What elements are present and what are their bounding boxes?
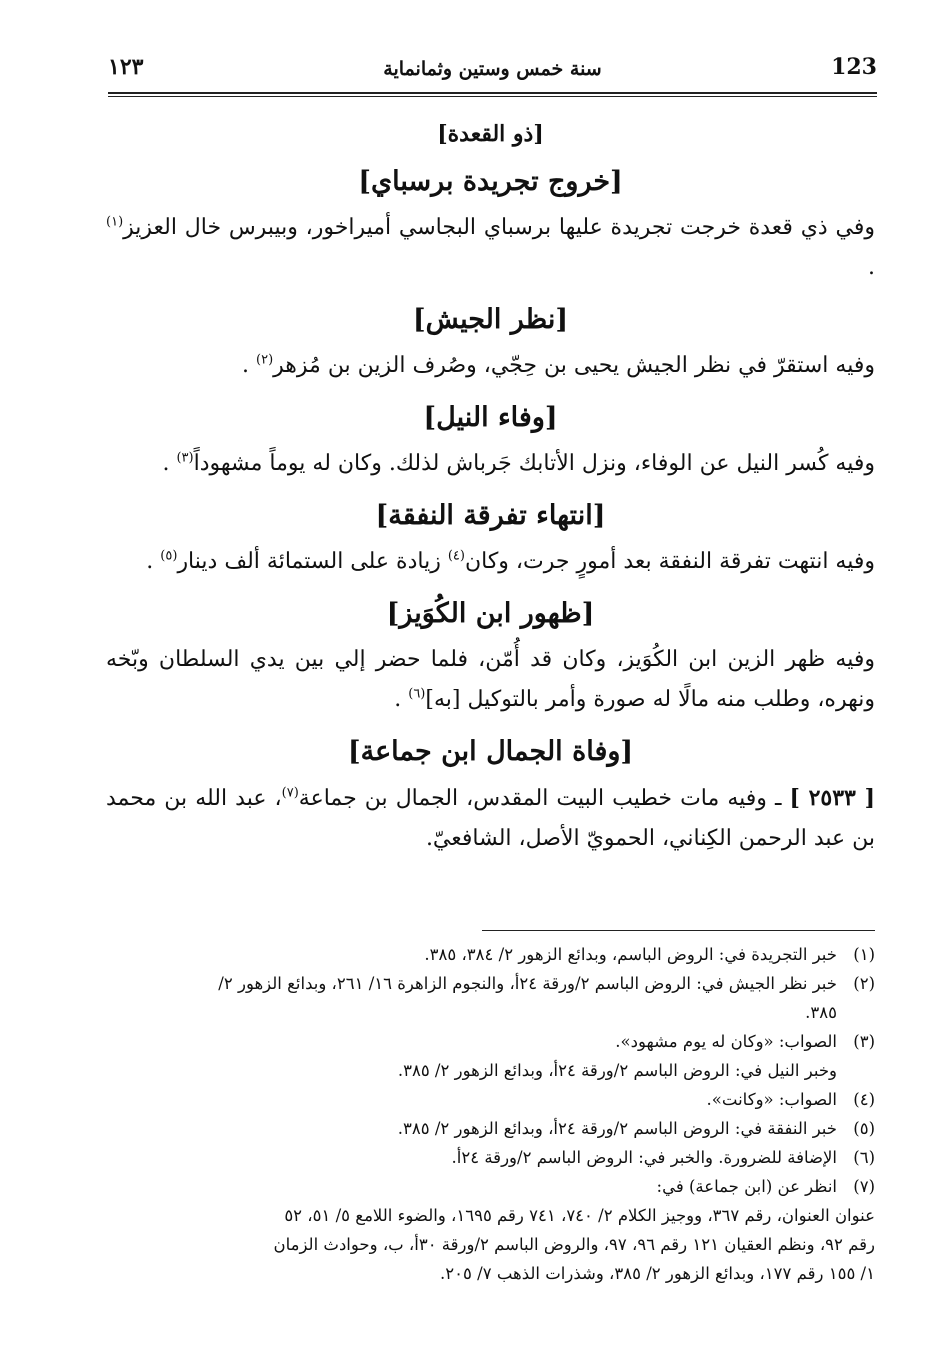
footnote [106, 1114, 875, 1143]
paragraph-text: وفي ذي قعدة خرجت تجريدة عليها برسباي البجاسي أميراخور، وبيبرس خال العزيز [123, 215, 875, 240]
paragraph [106, 208, 875, 288]
footnote-text [106, 940, 837, 969]
footnotes [106, 940, 875, 1288]
paragraph-text: وفيه ظهر الزين ابن الكُوَيز، وكان قد أُمّن، فلما حضر إلي بين يدي السلطان وبّخه ونهره، وطلب منه مالًا له صورة وأمر بالتوكيل [به] [106, 647, 875, 712]
header-rule [108, 92, 877, 94]
footnote-ref[interactable]: (١) [106, 214, 124, 230]
footnote-text [106, 1027, 837, 1085]
paragraph-text: وفيه انتهت تفرقة النفقة بعد أمورٍ جرت، وكان [464, 549, 875, 574]
section-heading: [انتهاء تفرقة النفقة] [375, 500, 606, 531]
running-head [108, 52, 877, 88]
paragraph-text: وفيه كُسر النيل عن الوفاء، ونزل الأتابك جَرباش لذلك. وكان له يوماً مشهوداً [193, 451, 875, 476]
paragraph [106, 444, 875, 484]
paragraph-end: . [242, 353, 250, 378]
footnote [106, 1027, 875, 1085]
footnote-line: عنوان العنوان، رقم ٣٦٧، ووجيز الكلام ٢/ ٧٤٠، ٧٤١ رقم ١٦٩٥، والضوء اللامع ٥/ ٥١، ٥٢ [284, 1206, 875, 1225]
section-heading: [خروج تجريدة برسباي] [358, 166, 623, 197]
footnote-number: (٢) [853, 974, 875, 993]
paragraph-end: . [394, 687, 402, 712]
header-rule-thin [108, 96, 877, 97]
running-title: سنة خمس وستين وثمانماية [383, 58, 602, 80]
section-heading: [ظهور ابن الكُوَيز] [386, 598, 595, 629]
page-number-arabic: ١٢٣ [108, 54, 144, 80]
footnote-line: خبر التجريدة في: الروض الباسم، وبدائع الزهور ٢/ ٣٨٤، ٣٨٥. [424, 945, 837, 964]
footnote-line: وخبر النيل في: الروض الباسم ٢/ورقة ٢٤أ، وبدائع الزهور ٢/ ٣٨٥. [397, 1061, 837, 1080]
footnote-line: ٣٨٥. [805, 1003, 837, 1022]
footnote-number: (٣) [853, 1032, 875, 1051]
month-heading: [ذو القعدة] [437, 121, 544, 147]
footnote-ref[interactable]: (٥) [160, 548, 178, 564]
footnote-continuation [106, 1201, 875, 1288]
section-heading: [نظر الجيش] [412, 304, 569, 335]
entry-number: [ ٢٥٣٣ ] [789, 785, 875, 811]
paragraph-end: . [868, 255, 875, 280]
paragraph-text: ، عبد الله بن محمد بن عبد الرحمن الكِناني، الحمويّ الأصل، الشافعيّ. [106, 786, 875, 851]
footnote-ref[interactable]: (٣) [176, 450, 194, 466]
footnote-text [106, 969, 837, 1027]
paragraph [106, 346, 875, 386]
section-heading: [وفاة الجمال ابن جماعة] [347, 736, 634, 767]
paragraph-text: ـ وفيه مات خطيب البيت المقدس، الجمال بن جماعة [298, 786, 790, 811]
footnote-line: خبر النفقة في: الروض الباسم ٢/ورقة ٢٤أ، وبدائع الزهور ٢/ ٣٨٥. [397, 1119, 837, 1138]
footnote-ref[interactable]: (٤) [447, 548, 465, 564]
page-number-latin: 123 [831, 54, 877, 80]
footnote-ref[interactable]: (٧) [281, 785, 299, 801]
paragraph [106, 640, 875, 720]
footnote-ref[interactable]: (٦) [408, 686, 426, 702]
footnote-text [106, 1085, 837, 1114]
footnote [106, 969, 875, 1027]
footnote-text [106, 1172, 837, 1201]
paragraph [106, 778, 875, 859]
main-text [106, 112, 875, 865]
paragraph-end: . [162, 451, 170, 476]
footnote-separator [482, 930, 875, 931]
footnote-line: الصواب: «وكان له يوم مشهود». [615, 1032, 837, 1051]
paragraph-text: زيادة على الستمائة ألف دينار [177, 549, 448, 574]
footnote-number: (٥) [853, 1119, 875, 1138]
footnote [106, 940, 875, 969]
section-heading: [وفاء النيل] [423, 402, 558, 433]
paragraph-text: وفيه استقرّ في نظر الجيش يحيى بن حِجّي، وصُرف الزين بن مُزهر [273, 353, 875, 378]
footnote-line: انظر عن (ابن جماعة) في: [656, 1177, 837, 1196]
footnote-line: ١/ ١٥٥ رقم ١٧٧، وبدائع الزهور ٢/ ٣٨٥، وشذرات الذهب ٧/ ٢٠٥. [440, 1264, 875, 1283]
footnote-number: (٧) [853, 1177, 875, 1196]
footnote [106, 1172, 875, 1201]
footnote-number: (١) [853, 945, 875, 964]
footnote [106, 1085, 875, 1114]
footnote [106, 1143, 875, 1172]
footnote-number: (٤) [853, 1090, 875, 1109]
footnote-text [106, 1143, 837, 1172]
paragraph-end: . [146, 549, 154, 574]
footnote-line: الصواب: «وكانت». [706, 1090, 837, 1109]
footnote-text [106, 1114, 837, 1143]
paragraph [106, 542, 875, 582]
footnote-ref[interactable]: (٢) [256, 352, 274, 368]
footnote-line: خبر نظر الجيش في: الروض الباسم ٢/ورقة ٢٤أ، والنجوم الزاهرة ١٦/ ٢٦١، وبدائع الزهور ٢/ [218, 974, 837, 993]
footnote-number: (٦) [853, 1148, 875, 1167]
footnote-line: الإضافة للضرورة. والخبر في: الروض الباسم ٢/ورقة ٢٤أ. [451, 1148, 837, 1167]
footnote-line: رقم ٩٢، ونظم العقيان ١٢١ رقم ٩٦، ٩٧، والروض الباسم ٢/ورقة ٣٠أ، ب، وحوادث الزمان [273, 1235, 875, 1254]
